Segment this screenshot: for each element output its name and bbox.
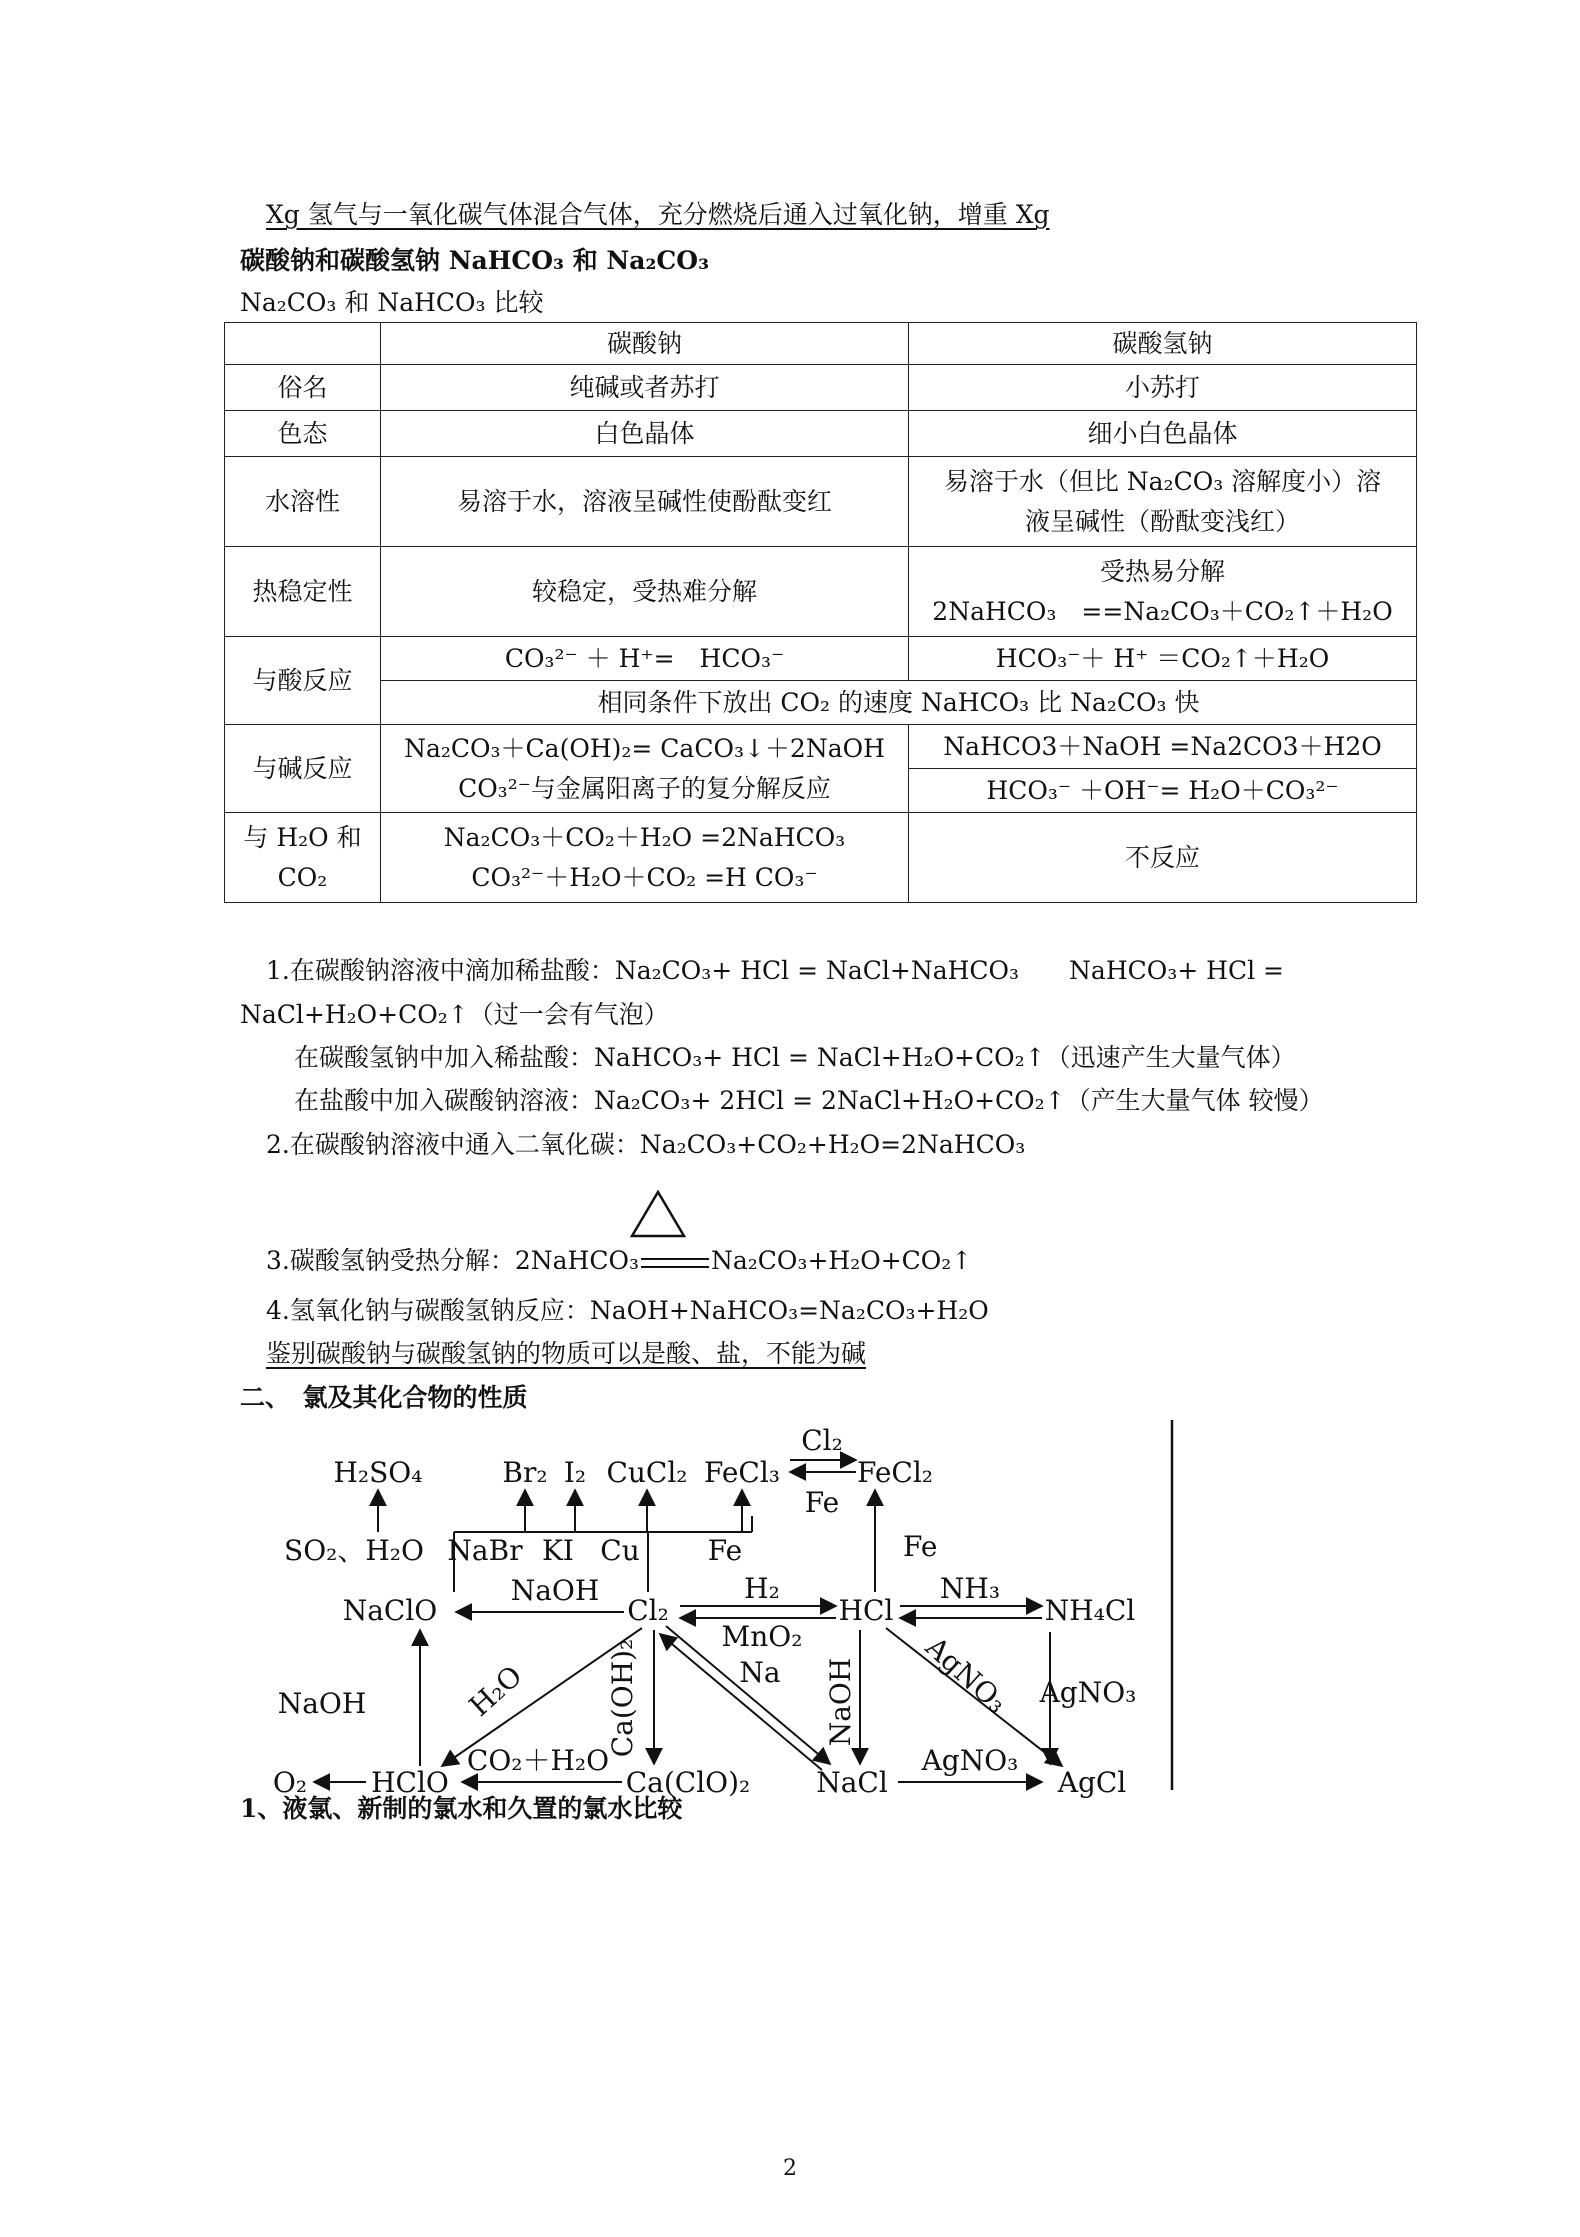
- table-row: [225, 365, 1417, 411]
- note-line: [266, 1244, 972, 1278]
- table-cell: 碳酸钠: [381, 323, 909, 365]
- formula-label: HClO: [371, 1766, 449, 1799]
- section-title-carbonates: 碳酸钠和碳酸氢钠 NaHCO₃ 和 Na₂CO₃: [240, 246, 710, 275]
- comparison-table: [224, 322, 1417, 903]
- reagent-label: KI: [542, 1534, 574, 1567]
- note-line: 1.在碳酸钠溶液中滴加稀盐酸：Na₂CO₃+ HCl = NaCl+NaHCO₃ NaHCO₃+ HCl =: [266, 956, 1284, 985]
- table-row: [225, 813, 1417, 903]
- reagent-label: Fe: [903, 1530, 938, 1563]
- cell-text: CO₂: [277, 862, 328, 892]
- table-cell: 水溶性: [225, 457, 381, 547]
- reagent-label: NaOH: [277, 1687, 367, 1720]
- table-row: [225, 411, 1417, 457]
- table-cell: 俗名: [225, 365, 381, 411]
- table-cell: 色态: [225, 411, 381, 457]
- cell-text: CO₃²⁻与金属阳离子的复分解反应: [458, 773, 831, 803]
- note-line: 2.在碳酸钠溶液中通入二氧化碳：Na₂CO₃+CO₂+H₂O=2NaHCO₃: [266, 1130, 1026, 1159]
- note-text: 3.碳酸氢钠受热分解：2NaHCO₃: [266, 1246, 639, 1275]
- table-row: [225, 547, 1417, 637]
- table-cell: 与碱反应: [225, 725, 381, 813]
- double-line-sign: [641, 1258, 709, 1268]
- formula-label: FeCl₃: [703, 1456, 781, 1489]
- table-cell: 较稳定，受热难分解: [381, 547, 909, 637]
- table-cell: 细小白色晶体: [909, 411, 1417, 457]
- reagent-label: SO₂、H₂O: [284, 1534, 424, 1567]
- table-cell: 与酸反应: [225, 637, 381, 725]
- section-heading-chlorine: 二、 氯及其化合物的性质: [240, 1383, 528, 1412]
- table-row: [225, 725, 1417, 769]
- note-line: NaCl+H₂O+CO₂↑（过一会有气泡）: [240, 1000, 669, 1029]
- table-cell: [225, 813, 381, 903]
- note-line: 鉴别碳酸钠与碳酸氢钠的物质可以是酸、盐，不能为碱: [266, 1339, 867, 1368]
- cell-text: 受热易分解: [1099, 556, 1225, 586]
- cell-text: Na₂CO₃＋Ca(OH)₂= CaCO₃↓＋2NaOH: [404, 733, 885, 763]
- heat-triangle-icon: [628, 1188, 688, 1240]
- table-row: [225, 637, 1417, 681]
- reagent-label: Fe: [707, 1534, 743, 1567]
- cell-text: Na₂CO₃＋CO₂＋H₂O =2NaHCO₃: [443, 822, 846, 852]
- table-cell: [381, 725, 909, 813]
- cell-text: 液呈碱性（酚酞变浅红）: [1024, 506, 1300, 536]
- cell-text: 易溶于水（但比 Na₂CO₃ 溶解度小）溶: [943, 466, 1382, 496]
- table-cell: 碳酸氢钠: [909, 323, 1417, 365]
- table-cell: CO₃²⁻ ＋ H⁺= HCO₃⁻: [381, 637, 909, 681]
- reagent-label: AgNO₃: [921, 1744, 1019, 1777]
- table-cell: [225, 323, 381, 365]
- reagent-label: H₂: [744, 1572, 780, 1605]
- reagent-label: H₂O: [462, 1659, 529, 1723]
- reagent-label: Na: [739, 1656, 781, 1689]
- formula-label: NaClO: [342, 1594, 438, 1627]
- formula-label: NH₄Cl: [1044, 1594, 1136, 1627]
- reagent-label: NaBr: [447, 1534, 523, 1567]
- formula-label: H₂SO₄: [333, 1456, 423, 1489]
- formula-label: CuCl₂: [606, 1456, 688, 1489]
- reagent-label: AgNO₃: [1039, 1676, 1137, 1709]
- reagent-label: Ca(OH)₂: [606, 1638, 639, 1758]
- formula-label: Ca(ClO)₂: [625, 1766, 751, 1799]
- arrow-nacl-to-cl2: [660, 1634, 822, 1770]
- table-cell: 热稳定性: [225, 547, 381, 637]
- note-line: 在盐酸中加入碳酸钠溶液：Na₂CO₃+ 2HCl = 2NaCl+H₂O+CO₂↑（产生大量气体 较慢）: [294, 1086, 1324, 1115]
- table-cell: [909, 457, 1417, 547]
- formula-label: AgCl: [1057, 1766, 1127, 1799]
- reagent-label: NH₃: [939, 1572, 1001, 1605]
- table-caption: Na₂CO₃ 和 NaHCO₃ 比较: [240, 288, 544, 317]
- reagent-label: MnO₂: [721, 1620, 803, 1653]
- formula-label: Br₂: [502, 1456, 548, 1489]
- reagent-label: Cl₂: [801, 1424, 843, 1457]
- page-number: 2: [783, 2156, 797, 2181]
- cell-text: CO₃²⁻＋H₂O＋CO₂ =H CO₃⁻: [471, 862, 818, 892]
- table-cell: 小苏打: [909, 365, 1417, 411]
- cell-text: 2NaHCO₃ ==Na₂CO₃＋CO₂↑＋H₂O: [932, 596, 1393, 626]
- formula-label: NaCl: [816, 1766, 888, 1799]
- table-header-row: [225, 323, 1417, 365]
- table-row: [225, 681, 1417, 725]
- reagent-label: NaOH: [824, 1657, 857, 1747]
- table-cell: [909, 547, 1417, 637]
- formula-label: Cl₂: [627, 1594, 669, 1627]
- table-cell: 纯碱或者苏打: [381, 365, 909, 411]
- note-line: 在碳酸氢钠中加入稀盐酸：NaHCO₃+ HCl = NaCl+H₂O+CO₂↑（迅速产生大量气体）: [294, 1043, 1296, 1072]
- table-cell: 白色晶体: [381, 411, 909, 457]
- reagent-label: Cu: [600, 1534, 640, 1567]
- table-cell: 不反应: [909, 813, 1417, 903]
- formula-label: FeCl₂: [856, 1456, 934, 1489]
- reagent-label: AgNO₃: [919, 1630, 1014, 1720]
- note-line: 4.氢氧化钠与碳酸氢钠反应：NaOH+NaHCO₃=Na₂CO₃+H₂O: [266, 1296, 989, 1325]
- table-cell: 相同条件下放出 CO₂ 的速度 NaHCO₃ 比 Na₂CO₃ 快: [381, 681, 1417, 725]
- reagent-label: NaOH: [510, 1574, 600, 1607]
- formula-label: HCl: [838, 1594, 894, 1627]
- chlorine-reaction-diagram: [270, 1420, 1210, 1820]
- table-cell: [381, 813, 909, 903]
- formula-label: O₂: [272, 1766, 308, 1799]
- table-row: [225, 457, 1417, 547]
- reagent-label: Fe: [804, 1486, 840, 1519]
- table-cell: HCO₃⁻ ＋OH⁻= H₂O＋CO₃²⁻: [909, 769, 1417, 813]
- formula-label: I₂: [563, 1456, 587, 1489]
- table-cell: NaHCO3＋NaOH =Na2CO3＋H2O: [909, 725, 1417, 769]
- table-cell: 易溶于水，溶液呈碱性使酚酞变红: [381, 457, 909, 547]
- cell-text: 与 H₂O 和: [243, 822, 362, 852]
- note-text: Na₂CO₃+H₂O+CO₂↑: [711, 1246, 973, 1275]
- reagent-label: CO₂＋H₂O: [466, 1744, 610, 1777]
- line-h2-co-note: Xg 氢气与一氧化碳气体混合气体，充分燃烧后通入过氧化钠，增重 Xg: [266, 200, 1050, 229]
- subsection-heading-chlorine-water: 1、液氯、新制的氯水和久置的氯水比较: [240, 1794, 683, 1823]
- table-cell: HCO₃⁻＋ H⁺ ＝CO₂↑＋H₂O: [909, 637, 1417, 681]
